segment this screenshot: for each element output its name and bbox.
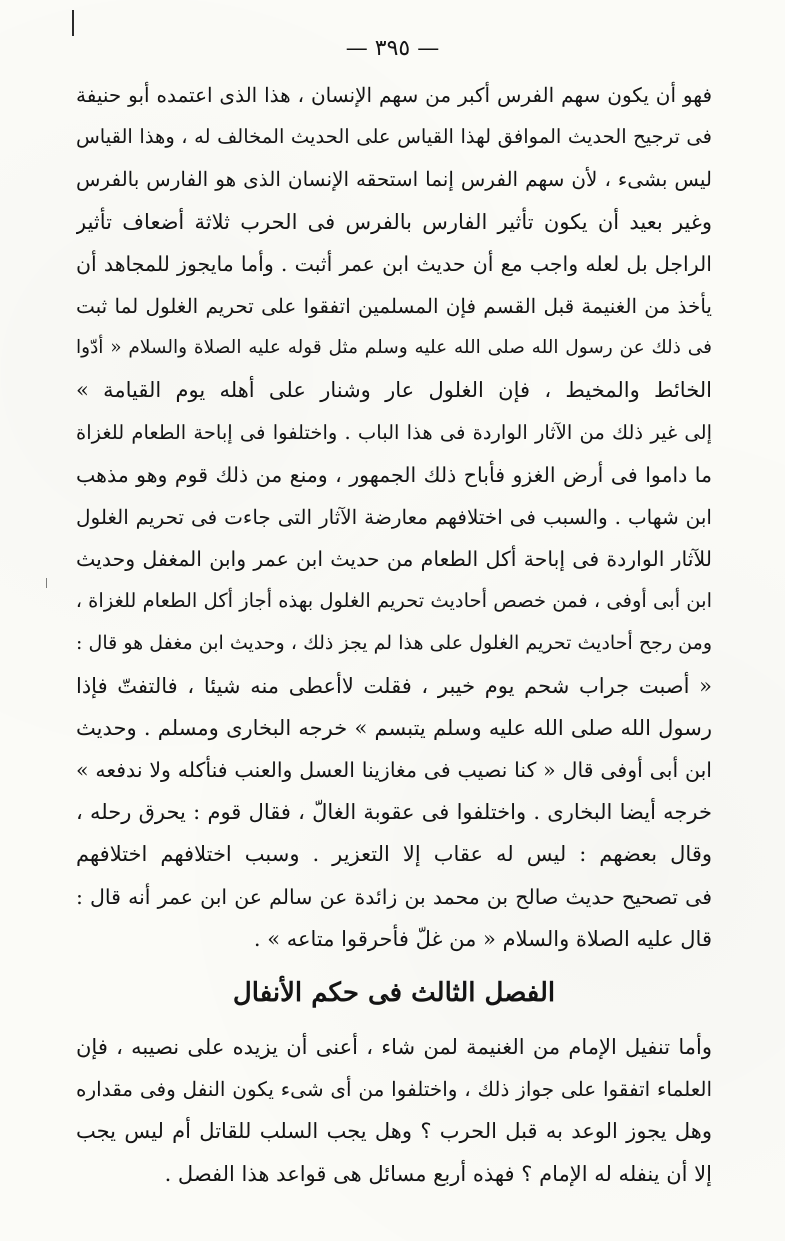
text-line: الخائط والمخيط ، فإن الغلول عار وشنار على أهله يوم القيامة » [76, 378, 712, 403]
text-line: العلماء اتفقوا على جواز ذلك ، واختلفوا من أى شىء يكون النفل وفى مقداره [76, 1077, 712, 1102]
section-heading: الفصل الثالث فى حكم الأنفال [232, 977, 556, 1008]
text-line: فى ترجيح الحديث الموافق لهذا القياس على الحديث المخالف له ، وهذا القياس [76, 125, 712, 149]
text-line: الراجل بل لعله واجب مع أن حديث ابن عمر أثبت . وأما مايجوز للمجاهد أن [76, 251, 712, 276]
text-line: وقال بعضهم : ليس له عقاب إلا التعزير . وسبب اختلافهم اختلافهم [76, 842, 712, 867]
text-line: للآثار الواردة فى إباحة أكل الطعام من حديث ابن عمر وابن المغفل وحديث [76, 547, 712, 572]
text-line: وهل يجوز الوعد به قبل الحرب ؟ وهل يجب السلب للقاتل أم ليس يجب [76, 1119, 712, 1144]
page-number: — ٣٩٥ — [345, 36, 440, 61]
text-line: خرجه أيضا البخارى . واختلفوا فى عقوبة الغالّ ، فقال قوم : يحرق رحله ، [76, 800, 712, 825]
text-line: رسول الله صلى الله عليه وسلم يتبسم » خرجه البخارى ومسلم . وحديث [76, 715, 712, 740]
text-line: فى ذلك عن رسول الله صلى الله عليه وسلم مثل قوله عليه الصلاة والسلام « أدّوا [76, 337, 712, 359]
scan-mark [72, 10, 74, 36]
text-line: وغير بعيد أن يكون تأثير الفارس بالفرس فى الحرب ثلاثة أضعاف تأثير [76, 209, 712, 234]
text-line: ليس بشىء ، لأن سهم الفرس إنما استحقه الإنسان الذى هو الفارس بالفرس [76, 167, 712, 192]
text-line: ابن أبى أوفى قال « كنا نصيب فى مغازينا العسل والعنب فنأكله ولا ندفعه » [76, 758, 712, 782]
text-line: وأما تنفيل الإمام من الغنيمة لمن شاء ، أعنى أن يزيده على نصيبه ، فإن [76, 1034, 712, 1059]
text-line: ومن رجح أحاديث تحريم الغلول على هذا لم يجز ذلك ، وحديث ابن مغفل هو قال : [76, 632, 712, 655]
text-line: إلا أن ينفله له الإمام ؟ فهذه أربع مسائل هى قواعد هذا الفصل . [164, 1161, 712, 1186]
text-line: ابن شهاب . والسبب فى اختلافهم معارضة الآثار التى جاءت فى تحريم الغلول [76, 504, 712, 529]
text-line: فى تصحيح حديث صالح بن محمد بن زائدة عن سالم عن ابن عمر أنه قال : [76, 884, 712, 909]
main-text [76, 74, 712, 1195]
text-line: فهو أن يكون سهم الفرس أكبر من سهم الإنسان ، هذا الذى اعتمده أبو حنيفة [76, 83, 712, 107]
text-line: إلى غير ذلك من الآثار الواردة فى هذا الباب . واختلفوا فى إباحة الطعام للغزاة [76, 420, 712, 444]
text-line: « أصبت جراب شحم يوم خيبر ، فقلت لاأعطى منه شيئا ، فالتفتّ فإذا [76, 673, 712, 698]
scan-mark [46, 578, 47, 588]
text-line: قال عليه الصلاة والسلام « من غلّ فأحرقوا متاعه » . [253, 926, 712, 951]
text-line: ما داموا فى أرض الغزو فأباح ذلك الجمهور ، ومنع من ذلك قوم وهو مذهب [76, 462, 712, 487]
text-line: يأخذ من الغنيمة قبل القسم فإن المسلمين اتفقوا على تحريم الغلول لما ثبت [76, 293, 712, 318]
text-line: ابن أبى أوفى ، فمن خصص أحاديث تحريم الغلول بهذه أجاز أكل الطعام للغزاة ، [76, 589, 712, 613]
